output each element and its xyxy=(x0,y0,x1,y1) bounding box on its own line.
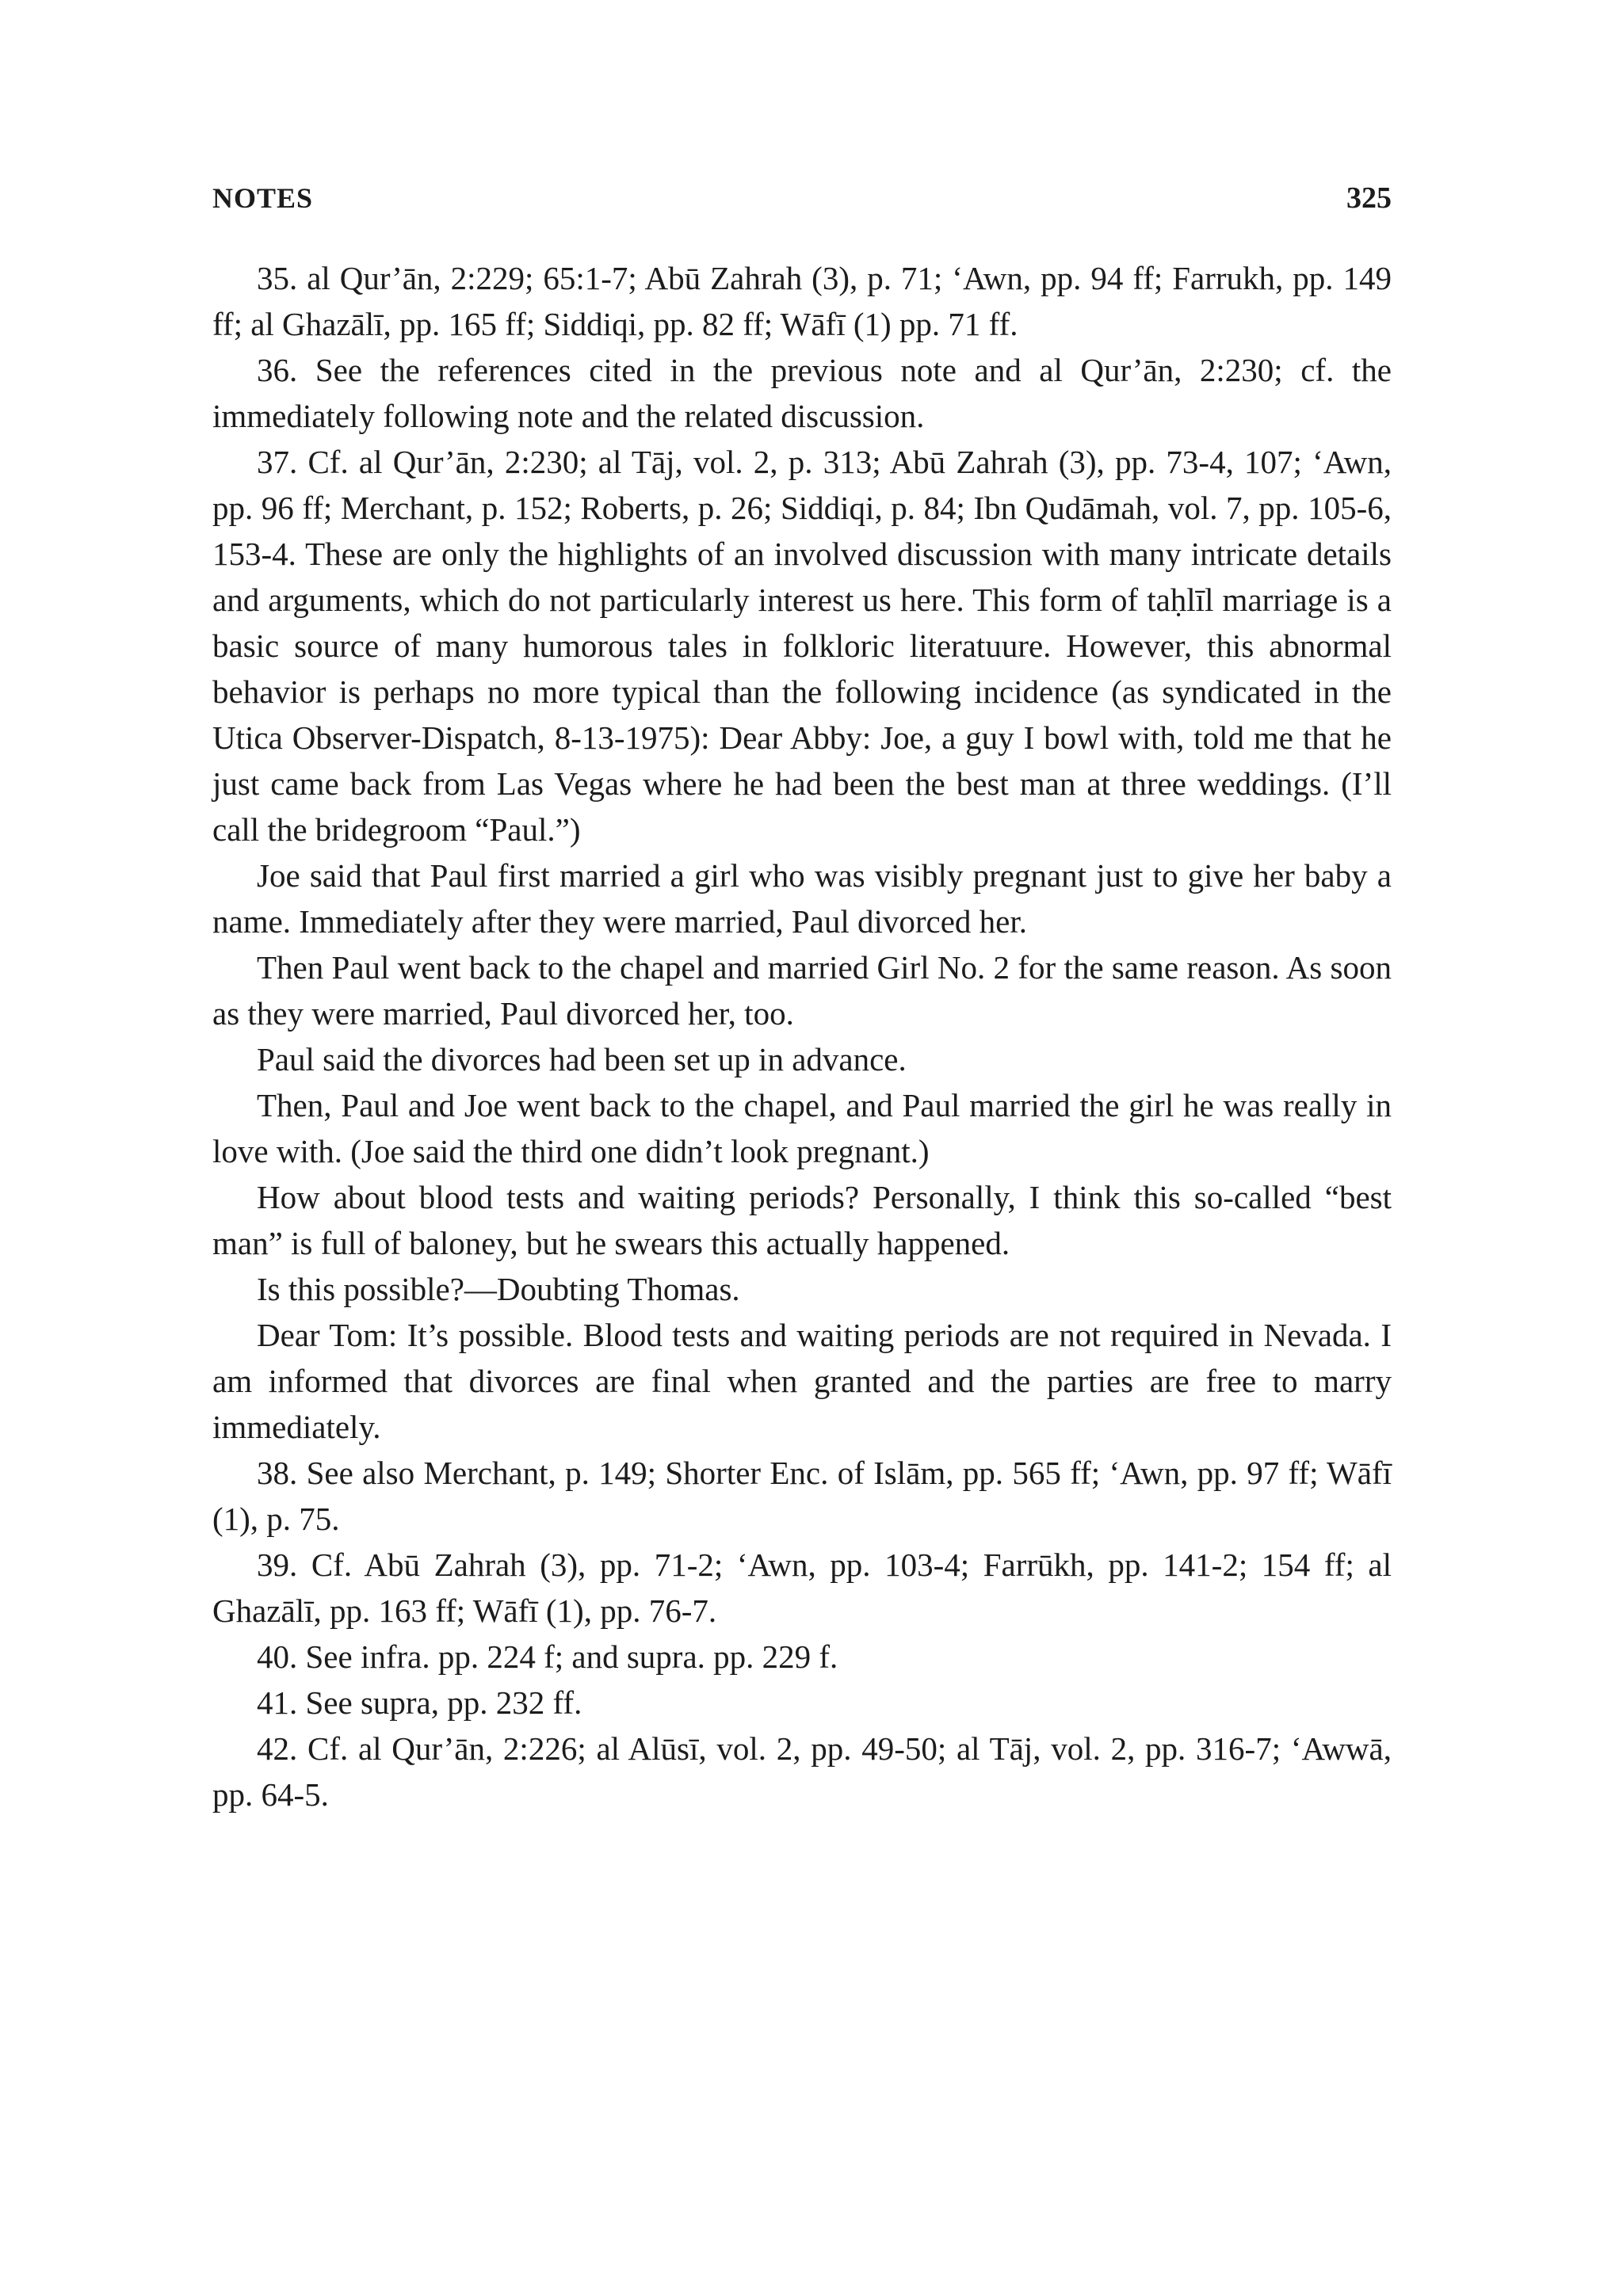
note-39: 39. Cf. Abū Zahrah (3), pp. 71-2; ‘Awn, pp. 103-4; Farrūkh, pp. 141-2; 154 ff; al Ghazālī, pp. 163 ff; Wāfī (1), pp. 76-7. xyxy=(212,1547,1392,1629)
note-37-letter-para-5: How about blood tests and waiting periods? Personally, I think this so-called “best man” is full of baloney, but he swears this actually happened. xyxy=(212,1179,1392,1261)
note-37-letter-para-4: Then, Paul and Joe went back to the chapel, and Paul married the girl he was really in love with. (Joe said the third one didn’t look pregnant.) xyxy=(212,1087,1392,1169)
note-37: 37. Cf. al Qur’ān, 2:230; al Tāj, vol. 2, p. 313; Abū Zahrah (3), pp. 73-4, 107; ‘Awn, pp. 96 ff; Merchant, p. 152; Roberts, p. 26; Siddiqi, p. 84; Ibn Qudāmah, vol. 7, pp. 105-6, 153-4. These are only the highlights of an involved discussion with many intricate details and arguments, which do not particularly interest us here. This form of taḥlīl marriage is a basic source of many humorous tales in folkloric literatuure. However, this abnormal behavior is perhaps no more typical than the following incidence (as syndicated in the Utica Observer-Dispatch, 8-13-1975): Dear Abby: Joe, a guy I bowl with, told me that he just came back from Las Vegas where he had been the best man at three weddings. (I’ll call the bridegroom “Paul.”) xyxy=(212,444,1392,848)
note-37-reply: Dear Tom: It’s possible. Blood tests and waiting periods are not required in Nevada. I am informed that divorces are final when granted and the parties are free to marry immediately. xyxy=(212,1317,1392,1445)
notes-body xyxy=(212,255,1392,1817)
running-head xyxy=(212,181,1392,228)
note-37-letter-para-1: Joe said that Paul first married a girl who was visibly pregnant just to give her baby a name. Immediately after they were married, Paul divorced her. xyxy=(212,857,1392,940)
note-37-letter-para-3: Paul said the divorces had been set up in advance. xyxy=(257,1041,907,1077)
note-41: 41. See supra, pp. 232 ff. xyxy=(257,1684,582,1721)
note-37-letter-signoff: Is this possible?—Doubting Thomas. xyxy=(257,1271,740,1307)
note-42: 42. Cf. al Qur’ān, 2:226; al Alūsī, vol. 2, pp. 49-50; al Tāj, vol. 2, pp. 316-7; ‘Awwā, pp. 64-5. xyxy=(212,1730,1392,1813)
note-36: 36. See the references cited in the previous note and al Qur’ān, 2:230; cf. the immediately following note and the related discussion. xyxy=(212,352,1392,434)
note-35: 35. al Qur’ān, 2:229; 65:1-7; Abū Zahrah (3), p. 71; ‘Awn, pp. 94 ff; Farrukh, pp. 149 ff; al Ghazālī, pp. 165 ff; Siddiqi, pp. 82 ff; Wāfī (1) pp. 71 ff. xyxy=(212,260,1392,342)
note-37-letter-para-2: Then Paul went back to the chapel and married Girl No. 2 for the same reason. As soon as they were married, Paul divorced her, too. xyxy=(212,949,1392,1032)
note-40: 40. See infra. pp. 224 f; and supra. pp. 229 f. xyxy=(257,1638,838,1675)
note-38: 38. See also Merchant, p. 149; Shorter Enc. of Islām, pp. 565 ff; ‘Awn, pp. 97 ff; Wāfī (1), p. 75. xyxy=(212,1455,1392,1537)
page-number: 325 xyxy=(1346,181,1392,215)
document-page xyxy=(212,181,1392,1817)
running-title: NOTES xyxy=(212,182,314,214)
